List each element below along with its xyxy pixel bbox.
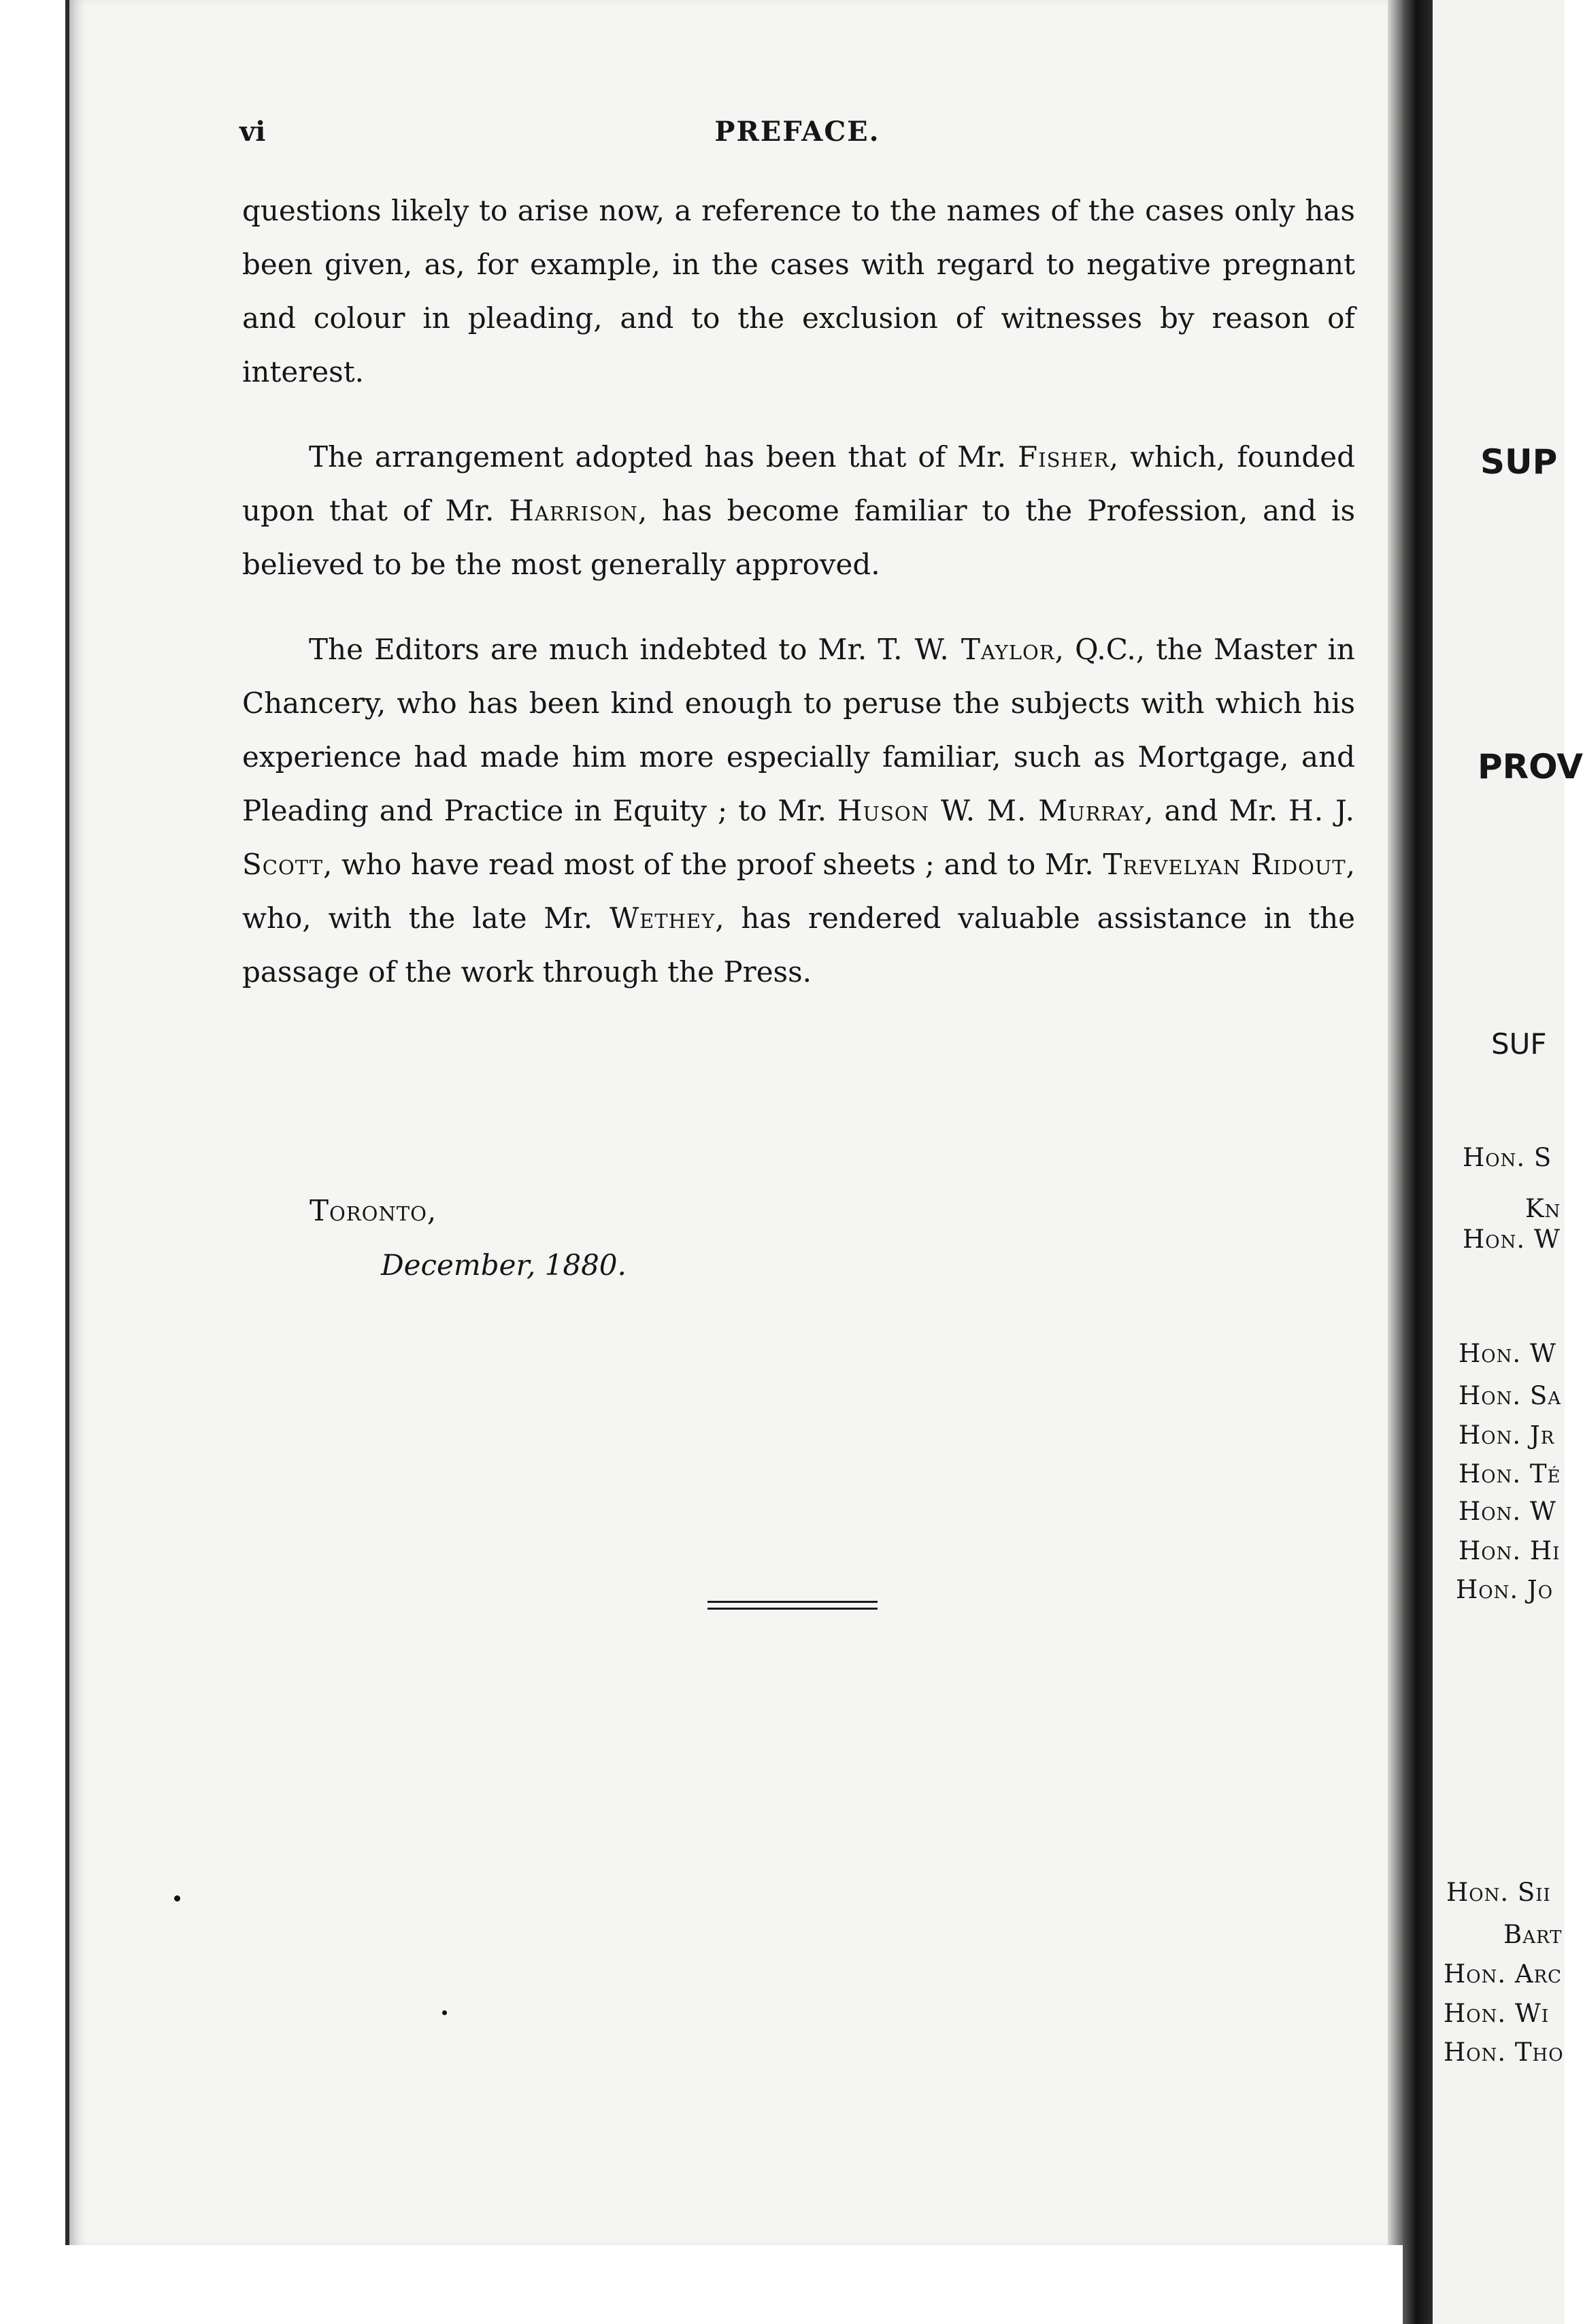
- name-fragment: W: [1529, 1339, 1556, 1368]
- honorific: Hon.: [1444, 1959, 1515, 1989]
- book-gutter: [1403, 0, 1433, 2324]
- name-smallcaps: Fisher: [1017, 440, 1110, 474]
- name-fragment: Té: [1529, 1459, 1561, 1489]
- name-fragment: Wi: [1514, 1999, 1550, 2028]
- text-run: , has become familiar to the Profession, and is believed to be the most generally approved.: [242, 494, 1355, 581]
- right-page-line: [1525, 1194, 1561, 1223]
- name-fragment: Arc: [1514, 1959, 1563, 1989]
- honorific: Hon.: [1444, 1999, 1515, 2028]
- right-page-line: [1444, 1999, 1549, 2028]
- right-page-line: [1459, 1339, 1556, 1368]
- honorific: Hon.: [1459, 1421, 1530, 1450]
- paragraph: [242, 184, 1355, 399]
- ink-speck: [174, 1895, 180, 1902]
- text-run: , and Mr.: [1144, 794, 1289, 827]
- name-fragment: W: [1533, 1225, 1561, 1254]
- honorific: Hon.: [1459, 1459, 1530, 1489]
- right-page: [1433, 0, 1583, 2324]
- right-page-line: [1459, 1421, 1554, 1450]
- name-smallcaps: Harrison: [509, 494, 638, 527]
- name-fragment: Sii: [1517, 1878, 1551, 1907]
- text-run: , who have read most of the proof sheets ; and to Mr.: [322, 848, 1103, 881]
- ink-speck: [442, 2010, 447, 2015]
- right-page-line: [1459, 1497, 1556, 1526]
- name-fragment: Sa: [1529, 1381, 1561, 1410]
- text-run: The arrangement adopted has been that of Mr.: [309, 440, 1018, 474]
- scan-margin: [0, 2245, 1403, 2324]
- signature-place: Toronto,: [310, 1194, 437, 1227]
- section-end-rule: [707, 1601, 878, 1612]
- right-page-line: [1456, 1575, 1553, 1604]
- name-fragment: Bart: [1503, 1920, 1563, 1949]
- honorific: Hon.: [1446, 1878, 1518, 1907]
- name-fragment: Hi: [1529, 1536, 1561, 1565]
- honorific: Hon.: [1456, 1575, 1527, 1604]
- name-smallcaps: H. J. Scott: [242, 794, 1355, 881]
- right-page-line: [1459, 1536, 1560, 1565]
- right-page-line: [1459, 1381, 1561, 1410]
- text-run: , Q.C., the Master in Chancery, who has been kind enough to peruse the subjects with which his experience had made him more especially familiar, such as Mortgage, and Pleading and Practice in Equity ; to Mr.: [242, 633, 1355, 827]
- honorific: Hon.: [1463, 1225, 1534, 1254]
- name-smallcaps: Huson W. M. Murray: [837, 794, 1145, 827]
- preface-body: [242, 184, 1355, 1030]
- right-page-heading: SUP: [1480, 442, 1558, 482]
- right-page-line: [1459, 1459, 1561, 1489]
- name-fragment: Kn: [1525, 1194, 1561, 1223]
- right-page-line: [1444, 1959, 1562, 1989]
- text-run: questions likely to arise now, a reference to the names of the cases only has been given, as, for example, in the cases with regard to negative pregnant and colour in pleading, and to the exclusion of witnesses by reason of interest.: [242, 194, 1355, 388]
- honorific: Hon.: [1459, 1497, 1530, 1526]
- text-run: , which, founded upon that of Mr.: [242, 440, 1355, 527]
- honorific: Hon.: [1463, 1143, 1534, 1172]
- running-head: [239, 116, 1355, 156]
- right-page-line: [1463, 1225, 1561, 1254]
- text-run: , has rendered valuable assistance in the passage of the work through the Press.: [242, 901, 1355, 989]
- name-smallcaps: Wethey: [609, 901, 716, 935]
- right-page-heading: PROV: [1478, 747, 1583, 786]
- honorific: Hon.: [1459, 1381, 1530, 1410]
- text-run: The Editors are much indebted to Mr.: [309, 633, 878, 666]
- running-title: PREFACE.: [714, 116, 880, 148]
- name-fragment: S: [1533, 1143, 1552, 1172]
- name-smallcaps: T. W. Taylor: [878, 633, 1055, 666]
- name-smallcaps: Trevelyan Ridout: [1103, 848, 1346, 881]
- paragraph: [242, 622, 1355, 999]
- name-fragment: W: [1529, 1497, 1556, 1526]
- honorific: Hon.: [1459, 1339, 1530, 1368]
- right-page-heading: SUF: [1491, 1027, 1547, 1061]
- name-fragment: Jr: [1529, 1421, 1555, 1450]
- right-page-line: [1446, 1878, 1551, 1907]
- right-page-line: [1444, 2038, 1564, 2067]
- text-run: , who, with the late Mr.: [242, 848, 1355, 935]
- right-page-line: [1503, 1920, 1562, 1949]
- name-fragment: Tho: [1514, 2038, 1564, 2067]
- page-number: vi: [239, 116, 266, 148]
- name-fragment: Jo: [1527, 1575, 1554, 1604]
- signature-date: December, 1880.: [381, 1248, 627, 1282]
- honorific: Hon.: [1459, 1536, 1530, 1565]
- right-page-line: [1463, 1143, 1552, 1172]
- paragraph: [242, 430, 1355, 591]
- honorific: Hon.: [1444, 2038, 1515, 2067]
